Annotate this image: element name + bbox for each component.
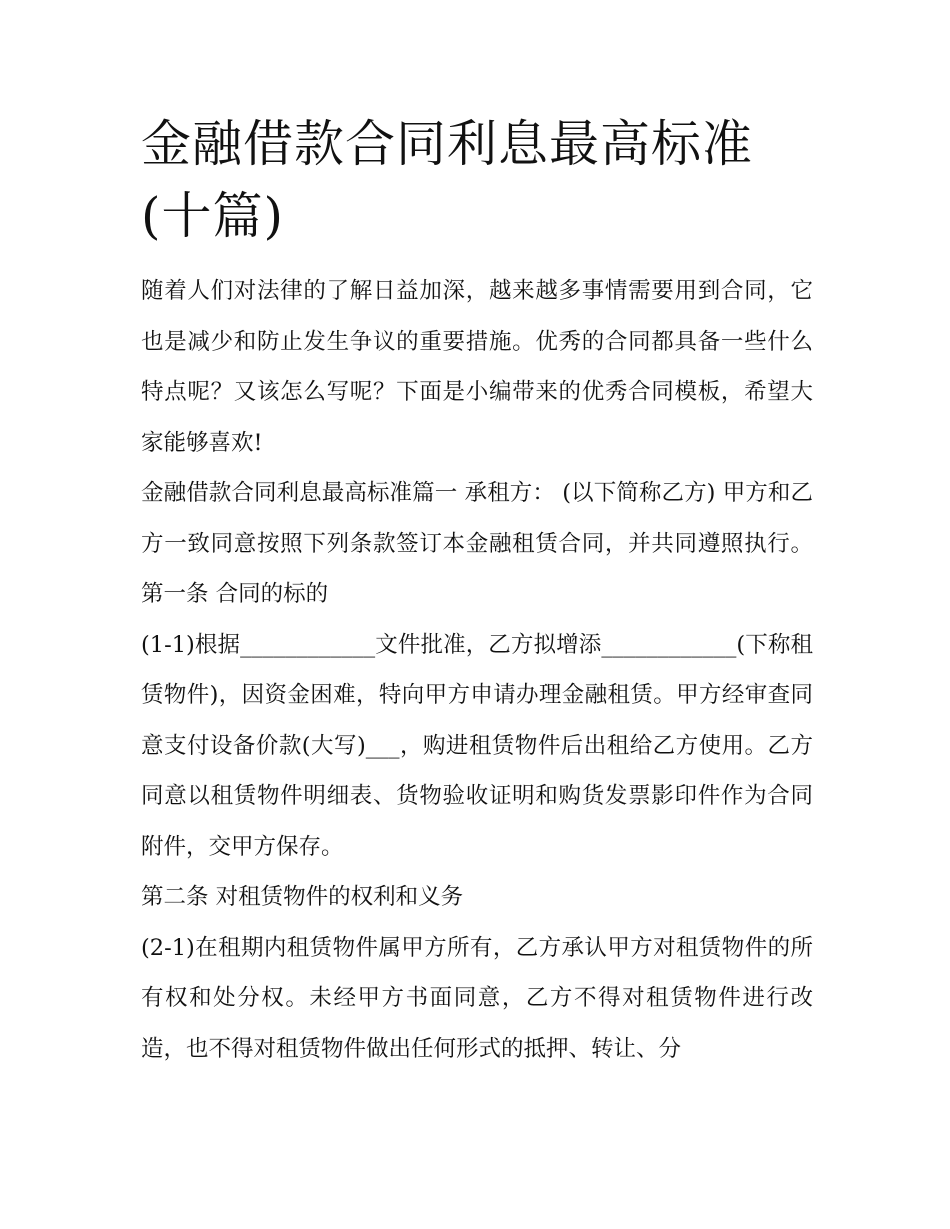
paragraph-clause-2-1: (2-1)在租期内租赁物件属甲方所有，乙方承认甲方对租赁物件的所有权和处分权。未经甲方书面同意，乙方不得对租赁物件进行改造，也不得对租赁物件做出任何形式的抵押、转让、分 [141,934,813,1062]
document-body [141,266,813,1074]
document-page [141,108,813,1074]
paragraph-lessee: 金融借款合同利息最高标准篇一 承租方： (以下简称乙方) 甲方和乙方一致同意按照下列条款签订本金融租赁合同，并共同遵照执行。 第一条 合同的标的 [141,480,813,607]
paragraph-intro: 随着人们对法律的了解日益加深，越来越多事情需要用到合同，它也是减少和防止发生争议的重要措施。优秀的合同都具备一些什么特点呢？又该怎么写呢？下面是小编带来的优秀合同模板，希望大家能够喜欢! [141,278,813,456]
document-title: 金融借款合同利息最高标准(十篇) [141,115,753,245]
paragraph-article-2-heading: 第二条 对租赁物件的权利和义务 [141,884,464,910]
paragraph-clause-1-1: (1-1)根据____________文件批准，乙方拟增添____________(下称租赁物件)，因资金困难，特向甲方申请办理金融租赁。甲方经审查同意支付设备价款(大写)___，购进租赁物件后出租给乙方使用。乙方同意以租赁物件明细表、货物验收证明和购货发票影印件作为合同附件，交甲方保存。 [141,631,813,860]
